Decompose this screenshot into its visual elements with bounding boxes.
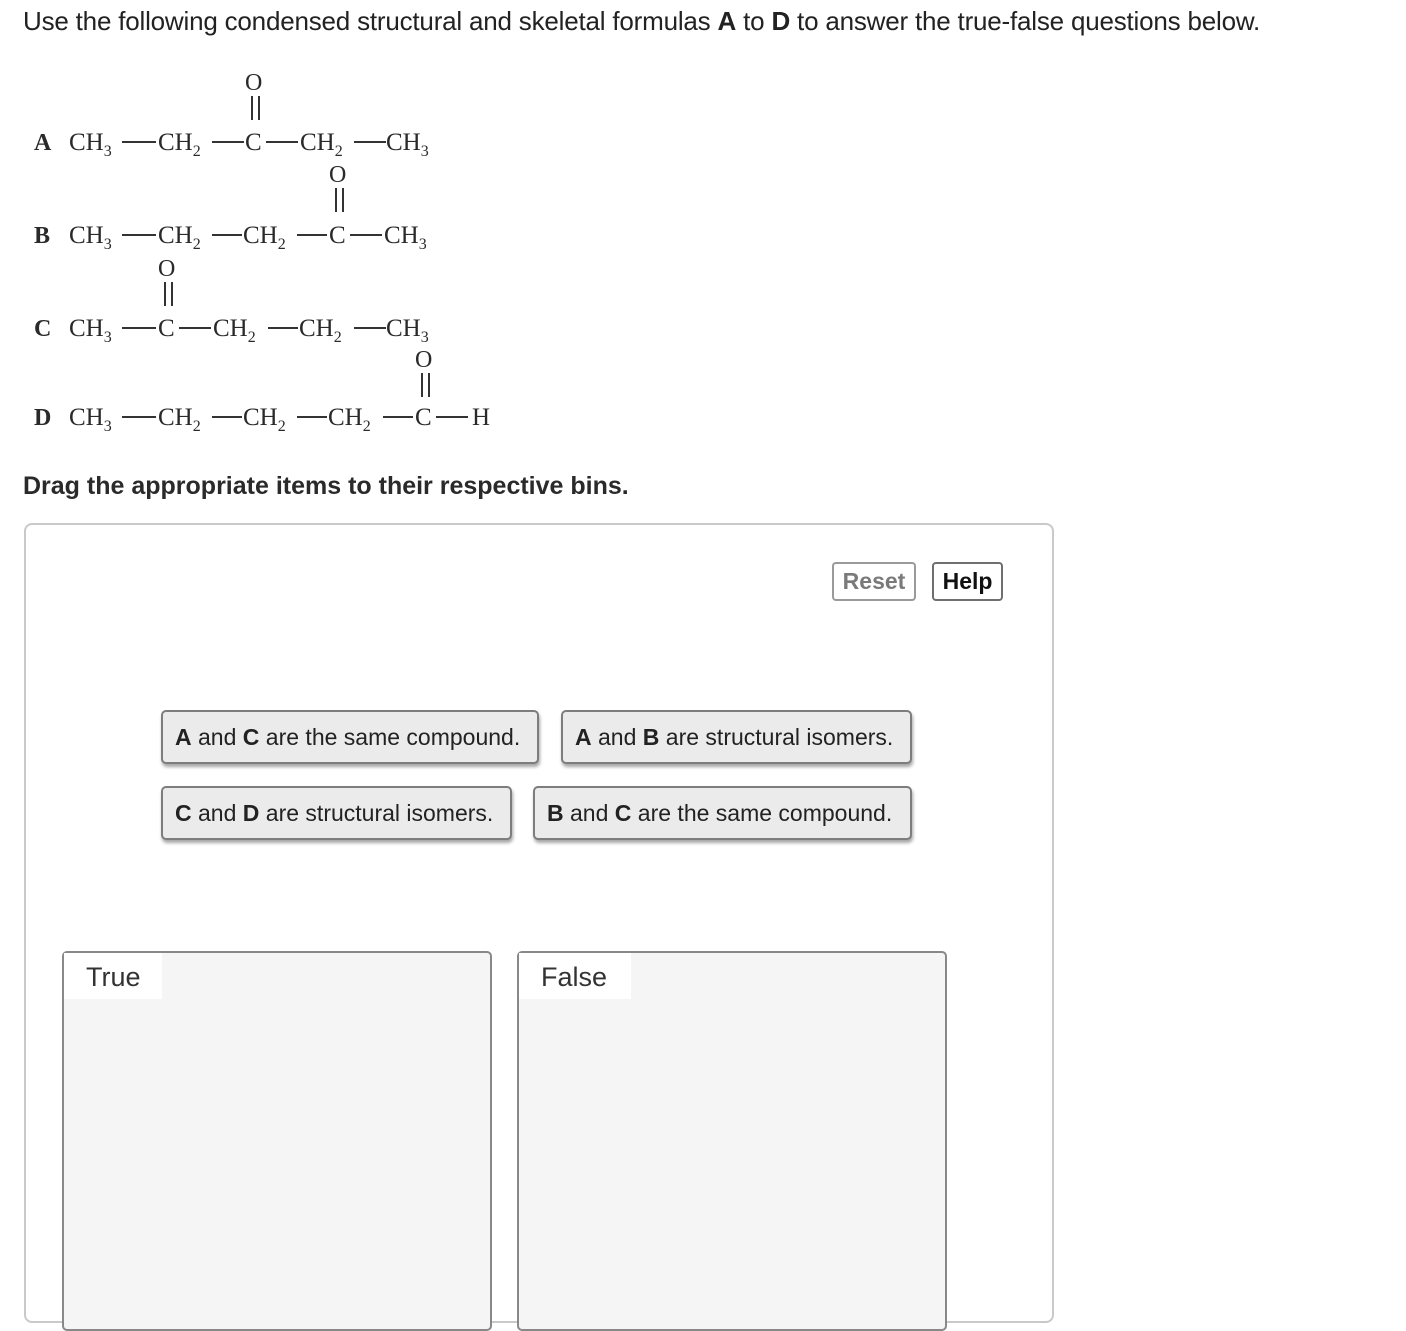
methyl-group: $CH_3$ bbox=[69, 315, 112, 346]
true-bin-label: True bbox=[64, 953, 162, 999]
item-text: are structural isomers. bbox=[659, 723, 894, 750]
help-button[interactable]: Help bbox=[932, 562, 1003, 601]
carbonyl-carbon: C bbox=[329, 222, 346, 249]
carbonyl-oxygen: O bbox=[415, 347, 433, 373]
formula-a bbox=[34, 70, 429, 160]
item-letter: B bbox=[642, 723, 660, 750]
item-letter: C bbox=[175, 799, 192, 826]
carbonyl-carbon: C bbox=[245, 129, 262, 156]
aldehyde-hydrogen: H bbox=[472, 404, 491, 431]
draggable-item-a-b-isomers[interactable] bbox=[561, 710, 912, 764]
intro-text-end: to answer the true-false questions below. bbox=[790, 6, 1261, 36]
formula-figure bbox=[0, 60, 560, 450]
carbonyl-oxygen: O bbox=[329, 162, 347, 188]
item-text: and bbox=[563, 799, 615, 826]
methylene-group: $CH_2$ bbox=[158, 404, 201, 435]
item-text: and bbox=[191, 799, 243, 826]
item-letter: C bbox=[242, 723, 260, 750]
methyl-group: $CH_3$ bbox=[69, 129, 112, 160]
formula-c bbox=[34, 256, 429, 346]
item-text: are structural isomers. bbox=[259, 799, 494, 826]
methylene-group: $CH_2$ bbox=[158, 129, 201, 160]
item-letter: A bbox=[575, 723, 592, 750]
false-bin-label: False bbox=[519, 953, 631, 999]
methylene-group: $CH_2$ bbox=[243, 404, 286, 435]
item-letter: D bbox=[242, 799, 260, 826]
item-text: are the same compound. bbox=[259, 723, 521, 750]
formula-label: D bbox=[34, 405, 52, 431]
methylene-group: $CH_2$ bbox=[300, 129, 343, 160]
methyl-group: $CH_3$ bbox=[69, 222, 112, 253]
reset-button[interactable]: Reset bbox=[832, 562, 916, 601]
draggable-item-c-d-isomers[interactable] bbox=[161, 786, 512, 840]
intro-letter-a: A bbox=[717, 6, 737, 36]
carbonyl-oxygen: O bbox=[158, 256, 176, 282]
methyl-group: $CH_3$ bbox=[384, 222, 427, 253]
methyl-group: $CH_3$ bbox=[386, 129, 429, 160]
methylene-group: $CH_2$ bbox=[299, 315, 342, 346]
drag-instruction: Drag the appropriate items to their respective bins. bbox=[23, 472, 629, 500]
item-text: and bbox=[191, 723, 243, 750]
formula-label: B bbox=[34, 223, 51, 249]
formula-label: C bbox=[34, 316, 52, 342]
formula-label: A bbox=[34, 130, 52, 156]
methylene-group: $CH_2$ bbox=[213, 315, 256, 346]
methyl-group: $CH_3$ bbox=[386, 315, 429, 346]
carbonyl-oxygen: O bbox=[245, 70, 263, 96]
formula-b bbox=[34, 162, 427, 253]
false-bin[interactable] bbox=[517, 951, 947, 1331]
carbonyl-carbon: C bbox=[158, 315, 175, 342]
draggable-item-b-c-same[interactable] bbox=[533, 786, 912, 840]
methylene-group: $CH_2$ bbox=[158, 222, 201, 253]
item-text: and bbox=[591, 723, 643, 750]
formula-d bbox=[34, 347, 490, 435]
question-intro bbox=[23, 6, 1260, 37]
draggable-item-a-c-same[interactable] bbox=[161, 710, 539, 764]
intro-text-mid: to bbox=[736, 6, 772, 36]
item-text: are the same compound. bbox=[631, 799, 893, 826]
carbonyl-carbon: C bbox=[415, 404, 432, 431]
methylene-group: $CH_2$ bbox=[328, 404, 371, 435]
methyl-group: $CH_3$ bbox=[69, 404, 112, 435]
item-letter: A bbox=[175, 723, 192, 750]
true-bin[interactable] bbox=[62, 951, 492, 1331]
item-letter: C bbox=[614, 799, 632, 826]
drag-drop-panel bbox=[24, 523, 1054, 1323]
methylene-group: $CH_2$ bbox=[243, 222, 286, 253]
item-letter: B bbox=[547, 799, 564, 826]
intro-text: Use the following condensed structural and skeletal formulas bbox=[23, 6, 718, 36]
intro-letter-d: D bbox=[771, 6, 791, 36]
